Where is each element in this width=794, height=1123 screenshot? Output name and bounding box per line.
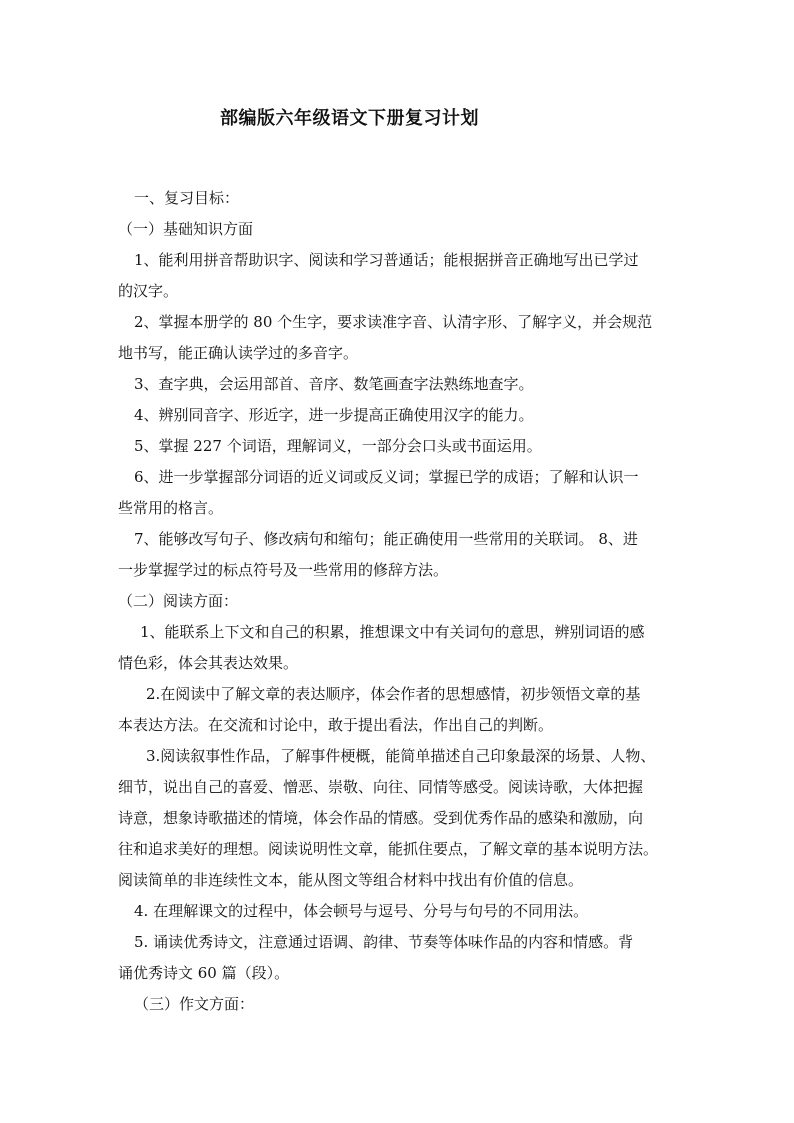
paragraph-line: 细节，说出自己的喜爱、憎恶、崇敬、向往、同情等感受。阅读诗歌，大体把握 bbox=[118, 778, 644, 796]
paragraph-line: 3、查字典，会运用部首、音序、数笔画查字法熟练地查字。 bbox=[134, 375, 534, 393]
paragraph-line: 诵优秀诗文 60 篇（段）。 bbox=[118, 964, 290, 982]
document-title: 部编版六年级语文下册复习计划 bbox=[220, 108, 479, 129]
paragraph-line: 阅读简单的非连续性文本，能从图文等组合材料中找出有价值的信息。 bbox=[118, 871, 584, 889]
paragraph-line: 地书写，能正确认读学过的多音字。 bbox=[118, 344, 359, 362]
document-body bbox=[118, 183, 680, 1020]
paragraph-line: 本表达方法。在交流和讨论中，敢于提出看法，作出自己的判断。 bbox=[118, 716, 554, 734]
paragraph-line: 情色彩，体会其表达效果。 bbox=[118, 654, 299, 672]
paragraph-line: 2、掌握本册学的 80 个生字，要求读准字音、认清字形、了解字义，并会规范 bbox=[134, 313, 653, 331]
paragraph-line: 些常用的格言。 bbox=[118, 499, 224, 517]
subsection-heading-basics: （一）基础知识方面 bbox=[118, 220, 254, 238]
paragraph-line: 4. 在理解课文的过程中，体会顿号与逗号、分号与句号的不同用法。 bbox=[134, 902, 589, 920]
paragraph-line: 7、能够改写句子、修改病句和缩句；能正确使用一些常用的关联词。 8、进 bbox=[134, 530, 638, 548]
paragraph-line: 1、能联系上下文和自己的积累，推想课文中有关词句的意思，辨别词语的感 bbox=[140, 623, 645, 641]
paragraph-line: 往和追求美好的理想。阅读说明性文章，能抓住要点，了解文章的基本说明方法。 bbox=[118, 840, 659, 858]
paragraph-line: 5. 诵读优秀诗文，注意通过语调、韵律、节奏等体味作品的内容和情感。背 bbox=[134, 933, 634, 951]
paragraph-line: 6、进一步掌握部分词语的近义词或反义词；掌握已学的成语；了解和认识一 bbox=[134, 468, 639, 486]
paragraph-line: 5、掌握 227 个词语，理解词义，一部分会口头或书面运用。 bbox=[134, 437, 542, 455]
paragraph-line: 的汉字。 bbox=[118, 282, 179, 300]
paragraph-line: 3.阅读叙事性作品，了解事件梗概，能简单描述自己印象最深的场景、人物、 bbox=[146, 747, 656, 765]
subsection-heading-reading: （二）阅读方面： bbox=[118, 592, 239, 610]
paragraph-line: 诗意，想象诗歌描述的情境，体会作品的情感。受到优秀作品的感染和激励，向 bbox=[118, 809, 644, 827]
paragraph-line: 一步掌握学过的标点符号及一些常用的修辞方法。 bbox=[118, 561, 449, 579]
section-heading-goals: 一、复习目标： bbox=[134, 189, 240, 207]
subsection-heading-writing: （三）作文方面： bbox=[134, 995, 255, 1013]
paragraph-line: 4、辨别同音字、形近字，进一步提高正确使用汉字的能力。 bbox=[134, 406, 534, 424]
paragraph-line: 2.在阅读中了解文章的表达顺序，体会作者的思想感情，初步领悟文章的基 bbox=[146, 685, 641, 703]
paragraph-line: 1、能利用拼音帮助识字、阅读和学习普通话；能根据拼音正确地写出已学过 bbox=[134, 251, 639, 269]
